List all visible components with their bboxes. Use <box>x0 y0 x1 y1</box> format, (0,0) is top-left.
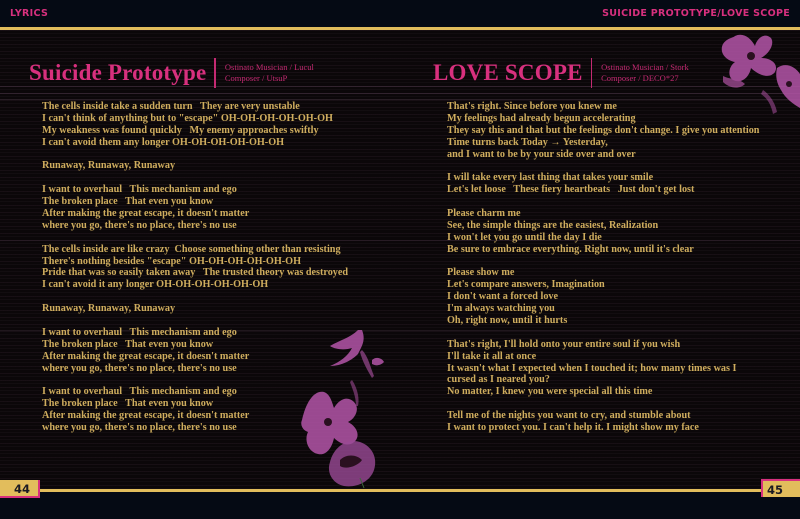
lyric-line: My feelings had already begun accelerating <box>447 112 636 124</box>
left-song-header <box>29 58 314 88</box>
lyric-line: I will take every last thing that takes your smile <box>447 172 654 184</box>
lyric-line: Please show me <box>447 267 515 279</box>
lyric-line <box>42 149 348 161</box>
right-song-header <box>433 58 689 88</box>
lyric-line: I want to overhaul This mechanism and ego <box>42 326 237 338</box>
lyric-line: I want to protect you. I can't help it. I might show my face <box>447 422 699 434</box>
lyric-line: Be sure to embrace everything. Right now, until it's clear <box>447 243 694 255</box>
composer-credit: Composer / DECO*27 <box>601 73 679 83</box>
lyric-line: After making the great escape, it doesn't matter <box>42 410 250 422</box>
lyrics-right <box>447 101 759 434</box>
lyric-line: I'm always watching you <box>447 303 555 315</box>
page-number-left: 44 <box>0 480 40 498</box>
lyric-line: where you go, there's no place, there's no use <box>42 219 237 231</box>
lyric-line: and I want to be by your side over and over <box>447 148 636 160</box>
lyric-line <box>42 232 348 244</box>
lyric-line: I won't let you go until the day I die <box>447 231 602 243</box>
lyric-line: The cells inside take a sudden turn They are very unstable <box>42 101 300 112</box>
lyric-line: Pride that was so easily taken away The trusted theory was destroyed <box>42 267 349 279</box>
top-header-bar <box>0 0 800 27</box>
running-title: SUICIDE PROTOTYPE/LOVE SCOPE <box>602 8 790 19</box>
title-divider <box>591 58 593 88</box>
song-credits-left <box>225 62 314 84</box>
lyrics-spread <box>0 30 800 489</box>
lyric-line <box>447 160 759 172</box>
lyric-line: Please charm me <box>447 208 521 220</box>
lyric-line: Let's compare answers, Imagination <box>447 279 605 291</box>
texture-streak <box>0 93 800 94</box>
lyric-line: The cells inside are like crazy Choose something other than resisting <box>42 243 341 255</box>
lyric-line: The broken place That even you know <box>42 398 214 410</box>
lyric-line: They say this and that but the feelings don't change. I give you attention <box>447 124 760 136</box>
lyric-line: where you go, there's no place, there's no use <box>42 362 237 374</box>
lyric-line: Runaway, Runaway, Runaway <box>42 303 176 315</box>
lyric-line: That's right. Since before you knew me <box>447 101 617 112</box>
lyric-line: I'll take it all at once <box>447 350 537 362</box>
lyric-line <box>42 172 348 184</box>
lyric-line: Time turns back Today → Yesterday, <box>447 136 608 148</box>
lyric-line: Runaway, Runaway, Runaway <box>42 160 176 172</box>
section-label: LYRICS <box>10 8 49 19</box>
lyric-line <box>447 398 759 410</box>
composer-credit: Composer / UtsuP <box>224 73 288 83</box>
title-divider <box>214 58 216 88</box>
lyric-line: After making the great escape, it doesn't matter <box>42 350 250 362</box>
lyric-line: There's nothing besides "escape" OH-OH-OH-OH-OH-OH <box>42 255 302 267</box>
lyric-line: That's right, I'll hold onto your entire soul if you wish <box>447 338 681 350</box>
musician-credit: Ostinato Musician / Lucul <box>224 62 314 72</box>
lyric-line: Let's let loose These fiery heartbeats Just don't get lost <box>447 184 695 196</box>
texture-streak <box>0 99 800 100</box>
lyric-line: The broken place That even you know <box>42 338 214 350</box>
song-title-right: LOVE SCOPE <box>433 60 583 85</box>
lyric-line: I want to overhaul This mechanism and ego <box>42 184 237 196</box>
lyric-line: After making the great escape, it doesn't matter <box>42 208 250 220</box>
lyric-line: I can't avoid them any longer OH-OH-OH-OH-OH-OH <box>42 136 285 148</box>
lyric-line: See, the simple things are the easiest, Realization <box>447 219 659 231</box>
lyric-line: I can't avoid it any longer OH-OH-OH-OH-OH-OH <box>42 279 269 291</box>
lyric-line: cursed as I neared you? <box>447 374 550 386</box>
flower-illustration-right <box>715 30 800 128</box>
lyric-line <box>447 256 759 268</box>
lyric-line: Tell me of the nights you want to cry, and stumble about <box>447 410 691 422</box>
song-title-left: Suicide Prototype <box>29 60 207 85</box>
lyric-line: I can't think of anything but to "escape" OH-OH-OH-OH-OH-OH <box>42 112 333 124</box>
lyric-line: No matter, I knew you were special all this time <box>447 386 653 398</box>
lyric-line: It wasn't what I expected when I touched it; how many times was I <box>447 362 737 374</box>
lyric-line <box>447 327 759 339</box>
song-credits-right <box>601 62 689 84</box>
lyric-line: I want to overhaul This mechanism and ego <box>42 386 237 398</box>
lyric-line: My weakness was found quickly My enemy approaches swiftly <box>42 124 319 136</box>
bottom-footer-bar <box>0 492 800 519</box>
page-number-right: 45 <box>761 479 800 497</box>
lyric-line <box>447 196 759 208</box>
musician-credit: Ostinato Musician / Stork <box>601 62 689 72</box>
flower-illustration-left <box>300 310 400 489</box>
lyric-line: I don't want a forced love <box>447 291 559 303</box>
lyric-line: Oh, right now, until it hurts <box>447 315 568 327</box>
lyric-line <box>42 291 348 303</box>
lyric-line: where you go, there's no place, there's no use <box>42 422 237 434</box>
lyric-line: The broken place That even you know <box>42 196 214 208</box>
